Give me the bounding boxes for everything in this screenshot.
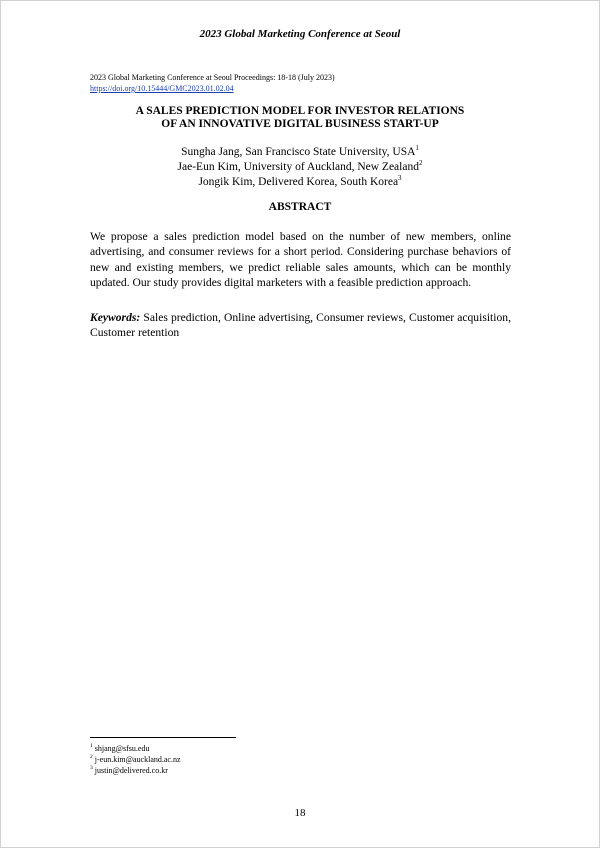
page-number: 18 xyxy=(294,807,306,819)
footnote-mark: 1 xyxy=(90,743,93,750)
author-text: Sungha Jang, San Francisco State University, USA xyxy=(181,146,416,158)
author-footnote-mark: 3 xyxy=(398,174,402,183)
footnote xyxy=(90,754,390,765)
keywords-text: Sales prediction, Online advertising, Consumer reviews, Customer acquisition, Customer retention xyxy=(90,311,511,340)
author-text: Jongik Kim, Delivered Korea, South Korea xyxy=(198,176,399,188)
abstract-heading: ABSTRACT xyxy=(268,201,332,213)
paper-title xyxy=(90,105,510,131)
abstract-body: We propose a sales prediction model based on the number of new members, online advertising, and consumer reviews for a short period. Considering purchase behaviors of new and existing members, we predict reliable sales amounts, which can be monthly updated. Our study provides digital marketers with a feasible prediction approach. xyxy=(90,230,511,290)
author-line xyxy=(90,175,510,190)
author-line xyxy=(90,145,510,160)
author-footnote-mark: 2 xyxy=(418,159,423,168)
footnote-mark: 3 xyxy=(90,765,93,772)
keywords-paragraph xyxy=(90,310,511,341)
author-line xyxy=(90,160,510,175)
running-header: 2023 Global Marketing Conference at Seoul xyxy=(199,28,401,40)
proceedings-line: 2023 Global Marketing Conference at Seoul Proceedings: 18-18 (July 2023) xyxy=(90,73,335,82)
doi-link[interactable]: https://doi.org/10.15444/GMC2023.01.02.04 xyxy=(90,84,234,93)
author-list xyxy=(90,145,510,190)
footnote xyxy=(90,765,390,776)
author-footnote-mark: 1 xyxy=(415,144,419,153)
keywords-label: Keywords: xyxy=(90,311,141,324)
footnote-email: justin@delivered.co.kr xyxy=(94,766,168,775)
footnote-divider xyxy=(90,737,236,738)
title-line-2: OF AN INNOVATIVE DIGITAL BUSINESS START-UP xyxy=(161,118,439,130)
footnote-email: shjang@sfsu.edu xyxy=(94,744,150,753)
citation-block xyxy=(90,72,520,94)
footnote-mark: 2 xyxy=(90,754,93,761)
footnotes xyxy=(90,743,390,776)
author-text: Jae-Eun Kim, University of Auckland, New Zealand xyxy=(177,161,419,173)
title-line-1: A SALES PREDICTION MODEL FOR INVESTOR RELATIONS xyxy=(135,105,465,117)
footnote-email: j-eun.kim@auckland.ac.nz xyxy=(94,755,181,764)
footnote xyxy=(90,743,390,754)
